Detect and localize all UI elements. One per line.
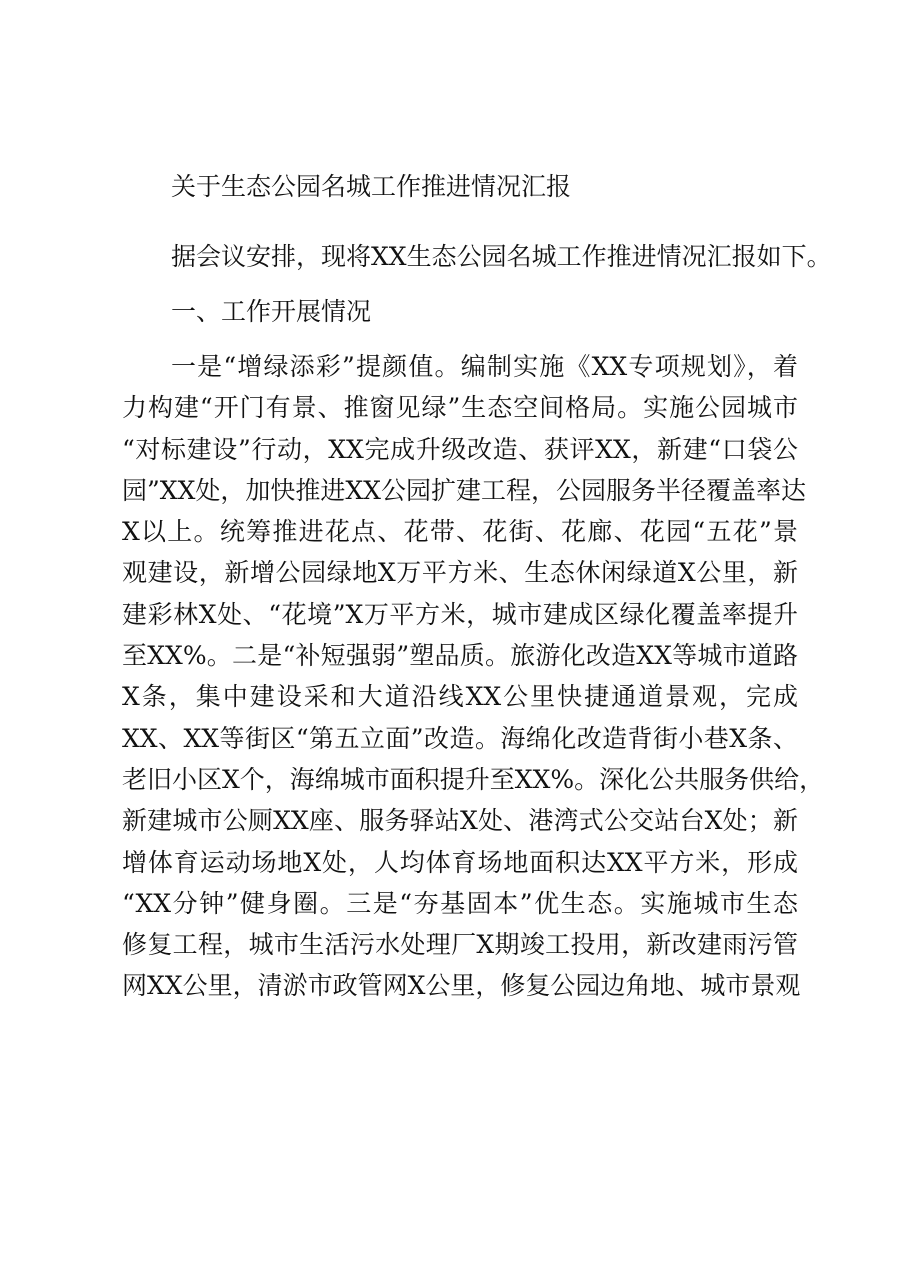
body-line: 增体育运动场地X处，人均体育场地面积达XX平方米，形成	[122, 847, 798, 877]
body-line: “对标建设”行动，XX完成升级改造、获评XX，新建“口袋公	[122, 434, 798, 464]
body-line: XX、XX等街区“第五立面”改造。海绵化改造背街小巷X条、	[122, 723, 798, 753]
body-line: 力构建“开门有景、推窗见绿”生态空间格局。实施公园城市	[122, 393, 798, 423]
body-line: 至XX%。二是“补短强弱”塑品质。旅游化改造XX等城市道路	[122, 641, 798, 671]
body-line: 网XX公里，清淤市政管网X公里，修复公园边角地、城市景观	[122, 971, 801, 1001]
body-line: 园”XX处，加快推进XX公园扩建工程，公园服务半径覆盖率达	[122, 475, 806, 505]
body-line: 观建设，新增公园绿地X万平方米、生态休闲绿道X公里，新	[122, 558, 798, 588]
body-line: 新建城市公厕XX座、服务驿站X处、港湾式公交站台X处；新	[122, 806, 798, 836]
body-line: 建彩林X处、“花境”X万平方米，城市建成区绿化覆盖率提升	[122, 599, 798, 629]
section-heading: 一、工作开展情况	[171, 297, 372, 326]
body-line: X条，集中建设采和大道沿线XX公里快捷通道景观，完成	[122, 682, 798, 712]
body-line: 一是“增绿添彩”提颜值。编制实施《XX专项规划》，着	[171, 352, 798, 381]
body-line: “XX分钟”健身圈。三是“夯基固本”优生态。实施城市生态	[122, 888, 798, 918]
intro-paragraph: 据会议安排，现将XX生态公园名城工作推进情况汇报如下。	[171, 242, 832, 271]
body-line: X以上。统筹推进花点、花带、花街、花廊、花园“五花”景	[122, 517, 798, 547]
body-line: 修复工程，城市生活污水处理厂X期竣工投用，新改建雨污管	[122, 930, 798, 960]
body-line: 老旧小区X个，海绵城市面积提升至XX%。深化公共服务供给，	[122, 764, 825, 794]
body-paragraph	[122, 346, 825, 1007]
document-title: 关于生态公园名城工作推进情况汇报	[171, 172, 572, 201]
